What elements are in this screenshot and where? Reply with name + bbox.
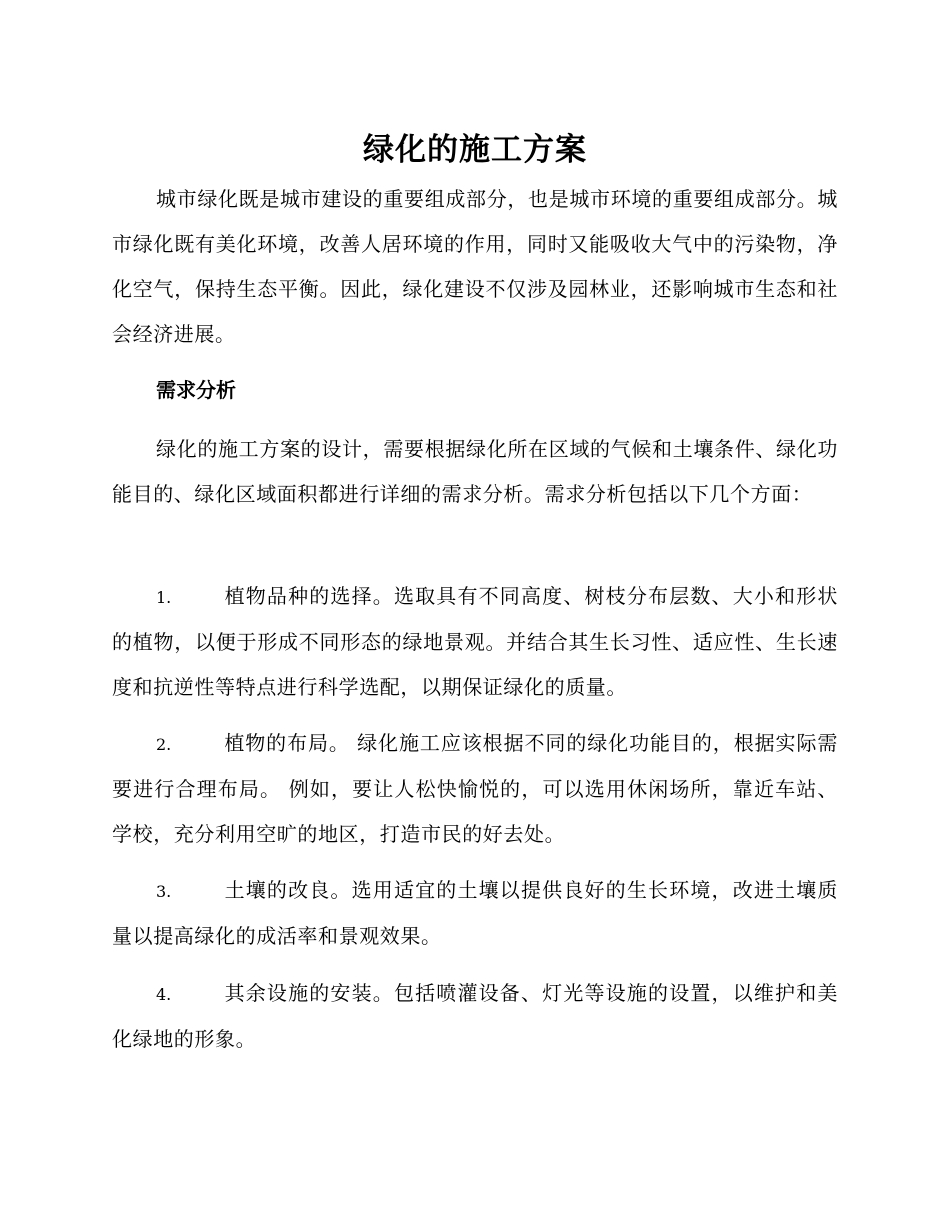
list-number: 1. <box>156 588 172 607</box>
list-item-text: 土壤的改良。选用适宜的土壤以提供良好的生长环境，改进土壤质量以提高绿化的成活率和景观效果。 <box>112 878 838 948</box>
section-intro-paragraph: 绿化的施工方案的设计，需要根据绿化所在区域的气候和土壤条件、绿化功能目的、绿化区域面积都进行详细的需求分析。需求分析包括以下几个方面： <box>112 437 838 506</box>
document-title: 绿化的施工方案 <box>363 132 587 168</box>
intro-paragraph: 城市绿化既是城市建设的重要组成部分，也是城市环境的重要组成部分。城市绿化既有美化环境，改善人居环境的作用，同时又能吸收大气中的污染物，净化空气，保持生态平衡。因此，绿化建设不仅涉及园林业，还影响城市生态和社会经济进展。 <box>112 187 838 346</box>
list-item-3 <box>112 868 838 959</box>
list-number: 3. <box>156 882 172 901</box>
list-number: 4. <box>156 985 172 1004</box>
list-item-text: 其余设施的安装。包括喷灌设备、灯光等设施的设置，以维护和美化绿地的形象。 <box>112 981 838 1051</box>
list-number: 2. <box>156 735 172 754</box>
list-item-2 <box>112 721 838 857</box>
list-item-1 <box>112 574 838 710</box>
list-item-4 <box>112 971 838 1062</box>
list-item-text: 植物的布局。 绿化施工应该根据不同的绿化功能目的，根据实际需要进行合理布局。 例如，要让人松快愉悦的，可以选用休闲场所，靠近车站、学校，充分利用空旷的地区，打造市民的好去处。 <box>112 731 838 846</box>
list-item-text: 植物品种的选择。选取具有不同高度、树枝分布层数、大小和形状的植物，以便于形成不同形态的绿地景观。并结合其生长习性、适应性、生长速度和抗逆性等特点进行科学选配，以期保证绿化的质量。 <box>112 584 838 699</box>
section-heading: 需求分析 <box>156 378 236 402</box>
